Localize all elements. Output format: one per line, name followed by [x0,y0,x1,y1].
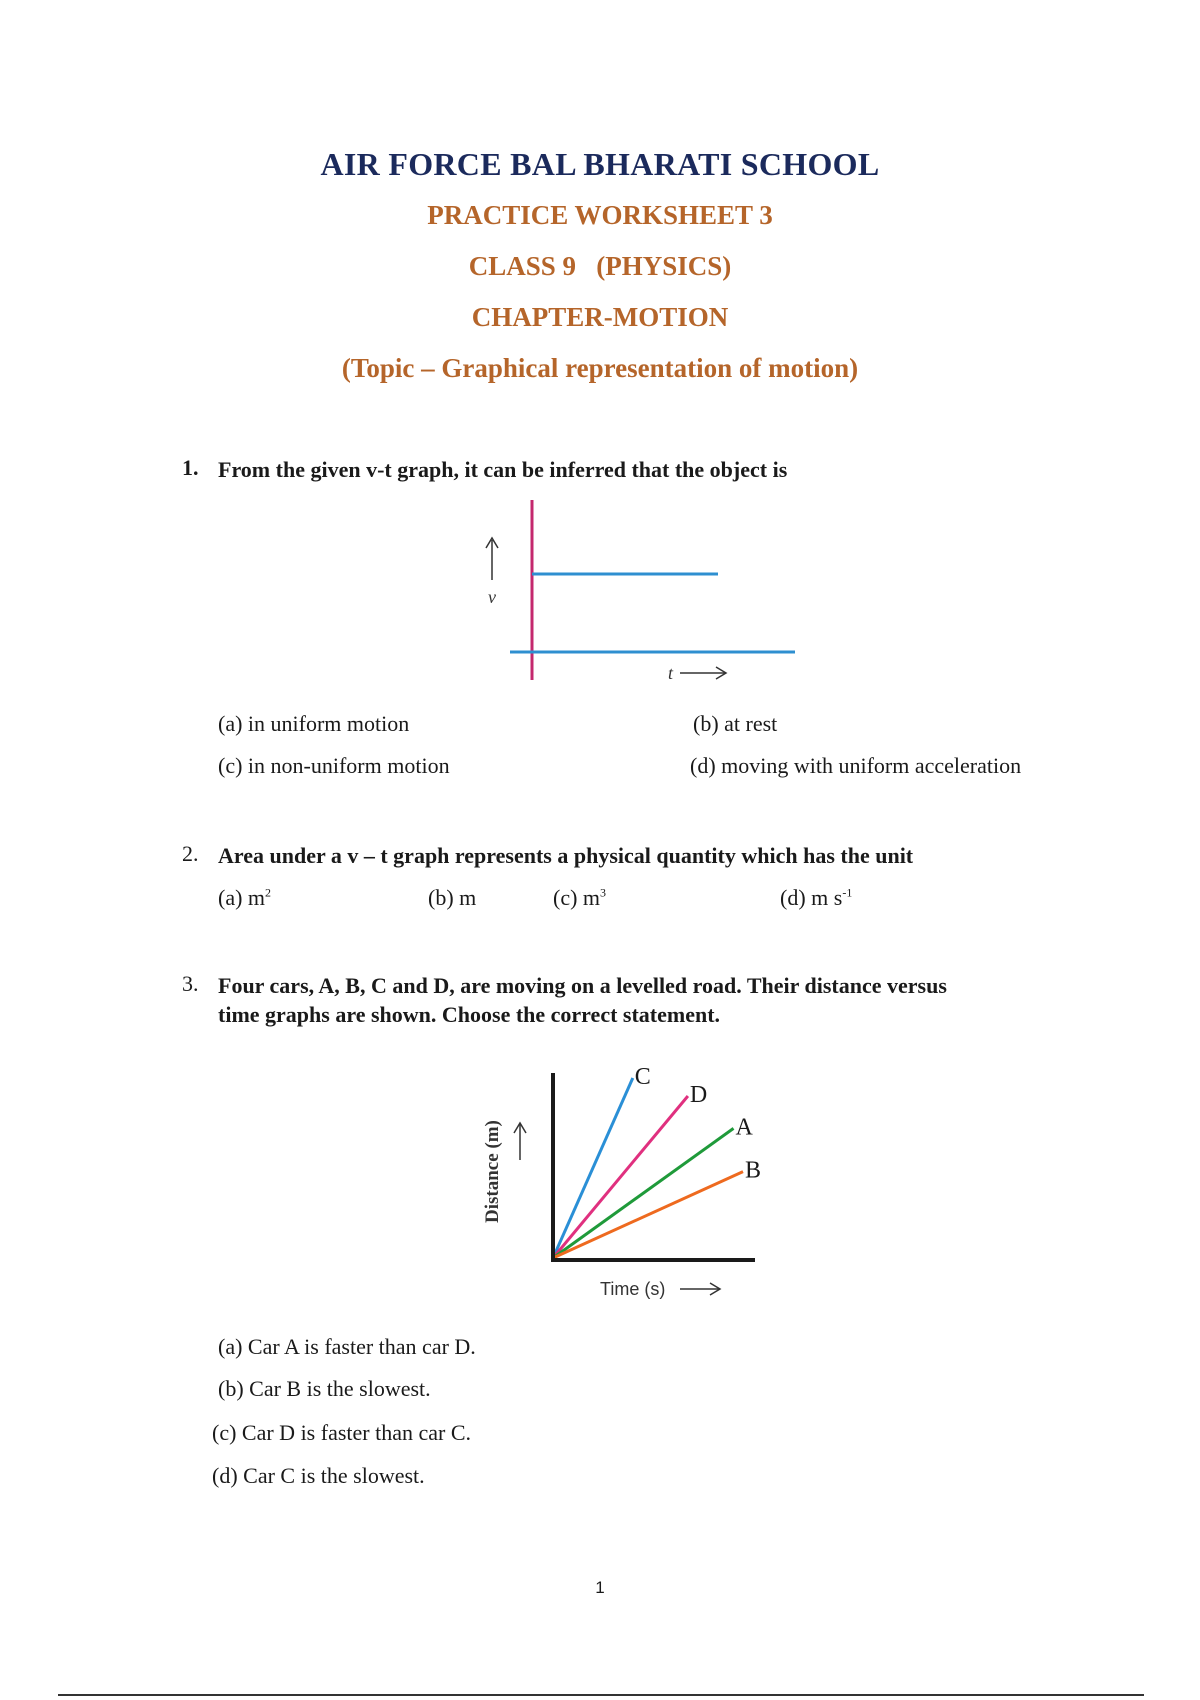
question-1-text: From the given v-t graph, it can be inferred that the object is [218,457,788,482]
dt-series-label-c: C [634,1064,651,1090]
question-2-text: Area under a v – t graph represents a physical quantity which has the unit [218,843,914,868]
question-1-option-c: (c) in non-uniform motion [218,753,450,778]
question-3-text-line-2: time graphs are shown. Choose the correct statement. [218,1002,721,1027]
vt-graph-y-label: v [488,587,496,607]
page-number: 1 [595,1578,605,1597]
dt-graph-y-label: Distance (m) [482,1120,503,1223]
question-3-text-line-1: Four cars, A, B, C and D, are moving on a levelled road. Their distance versus [218,973,947,998]
question-2-option-b: (b) m [428,885,477,910]
dt-series-label-a: A [735,1114,753,1141]
footer-divider [58,1694,1144,1696]
question-2-option-c: (c) $m^3$ [553,885,607,910]
dt-series-label-b: B [745,1157,762,1184]
question-1-number: 1. [182,455,199,480]
chapter-title: CHAPTER-MOTION [471,302,729,332]
school-name: AIR FORCE BAL BHARATI SCHOOL [320,146,880,182]
vt-graph [480,495,810,690]
dt-graph-y-arrow-icon [514,1123,526,1160]
question-3-option-a: (a) Car A is faster than car D. [218,1334,476,1359]
dt-graph-x-arrow-icon [680,1283,720,1295]
question-1-option-a: (a) in uniform motion [218,711,410,736]
question-2-option-a: (a) $m^2$ [218,885,272,910]
question-1-option-b: (b) at rest [693,711,778,736]
question-2-option-d: (d) m $s^{-1}$ [780,885,853,910]
question-3-option-d: (d) Car C is the slowest. [212,1463,425,1488]
worksheet-title: PRACTICE WORKSHEET 3 [427,200,773,230]
dt-graph-x-label: Time (s) [600,1279,666,1299]
vt-graph-x-arrow-icon [680,667,726,679]
vt-graph-x-label: t [668,663,674,683]
question-3-number: 3. [182,971,199,996]
topic-title: (Topic – Graphical representation of motion) [341,353,859,383]
class-subject: CLASS 9 (PHYSICS) [468,251,732,281]
question-1-option-d: (d) moving with uniform acceleration [690,753,1022,778]
vt-graph-y-arrow-icon [486,538,498,580]
dt-series-label-d: D [689,1082,708,1108]
distance-time-graph [470,1045,800,1305]
question-2-number: 2. [182,841,199,866]
dt-series-line-b [553,1172,743,1258]
question-3-option-b: (b) Car B is the slowest. [218,1376,431,1401]
question-3-option-c: (c) Car D is faster than car C. [212,1420,472,1445]
